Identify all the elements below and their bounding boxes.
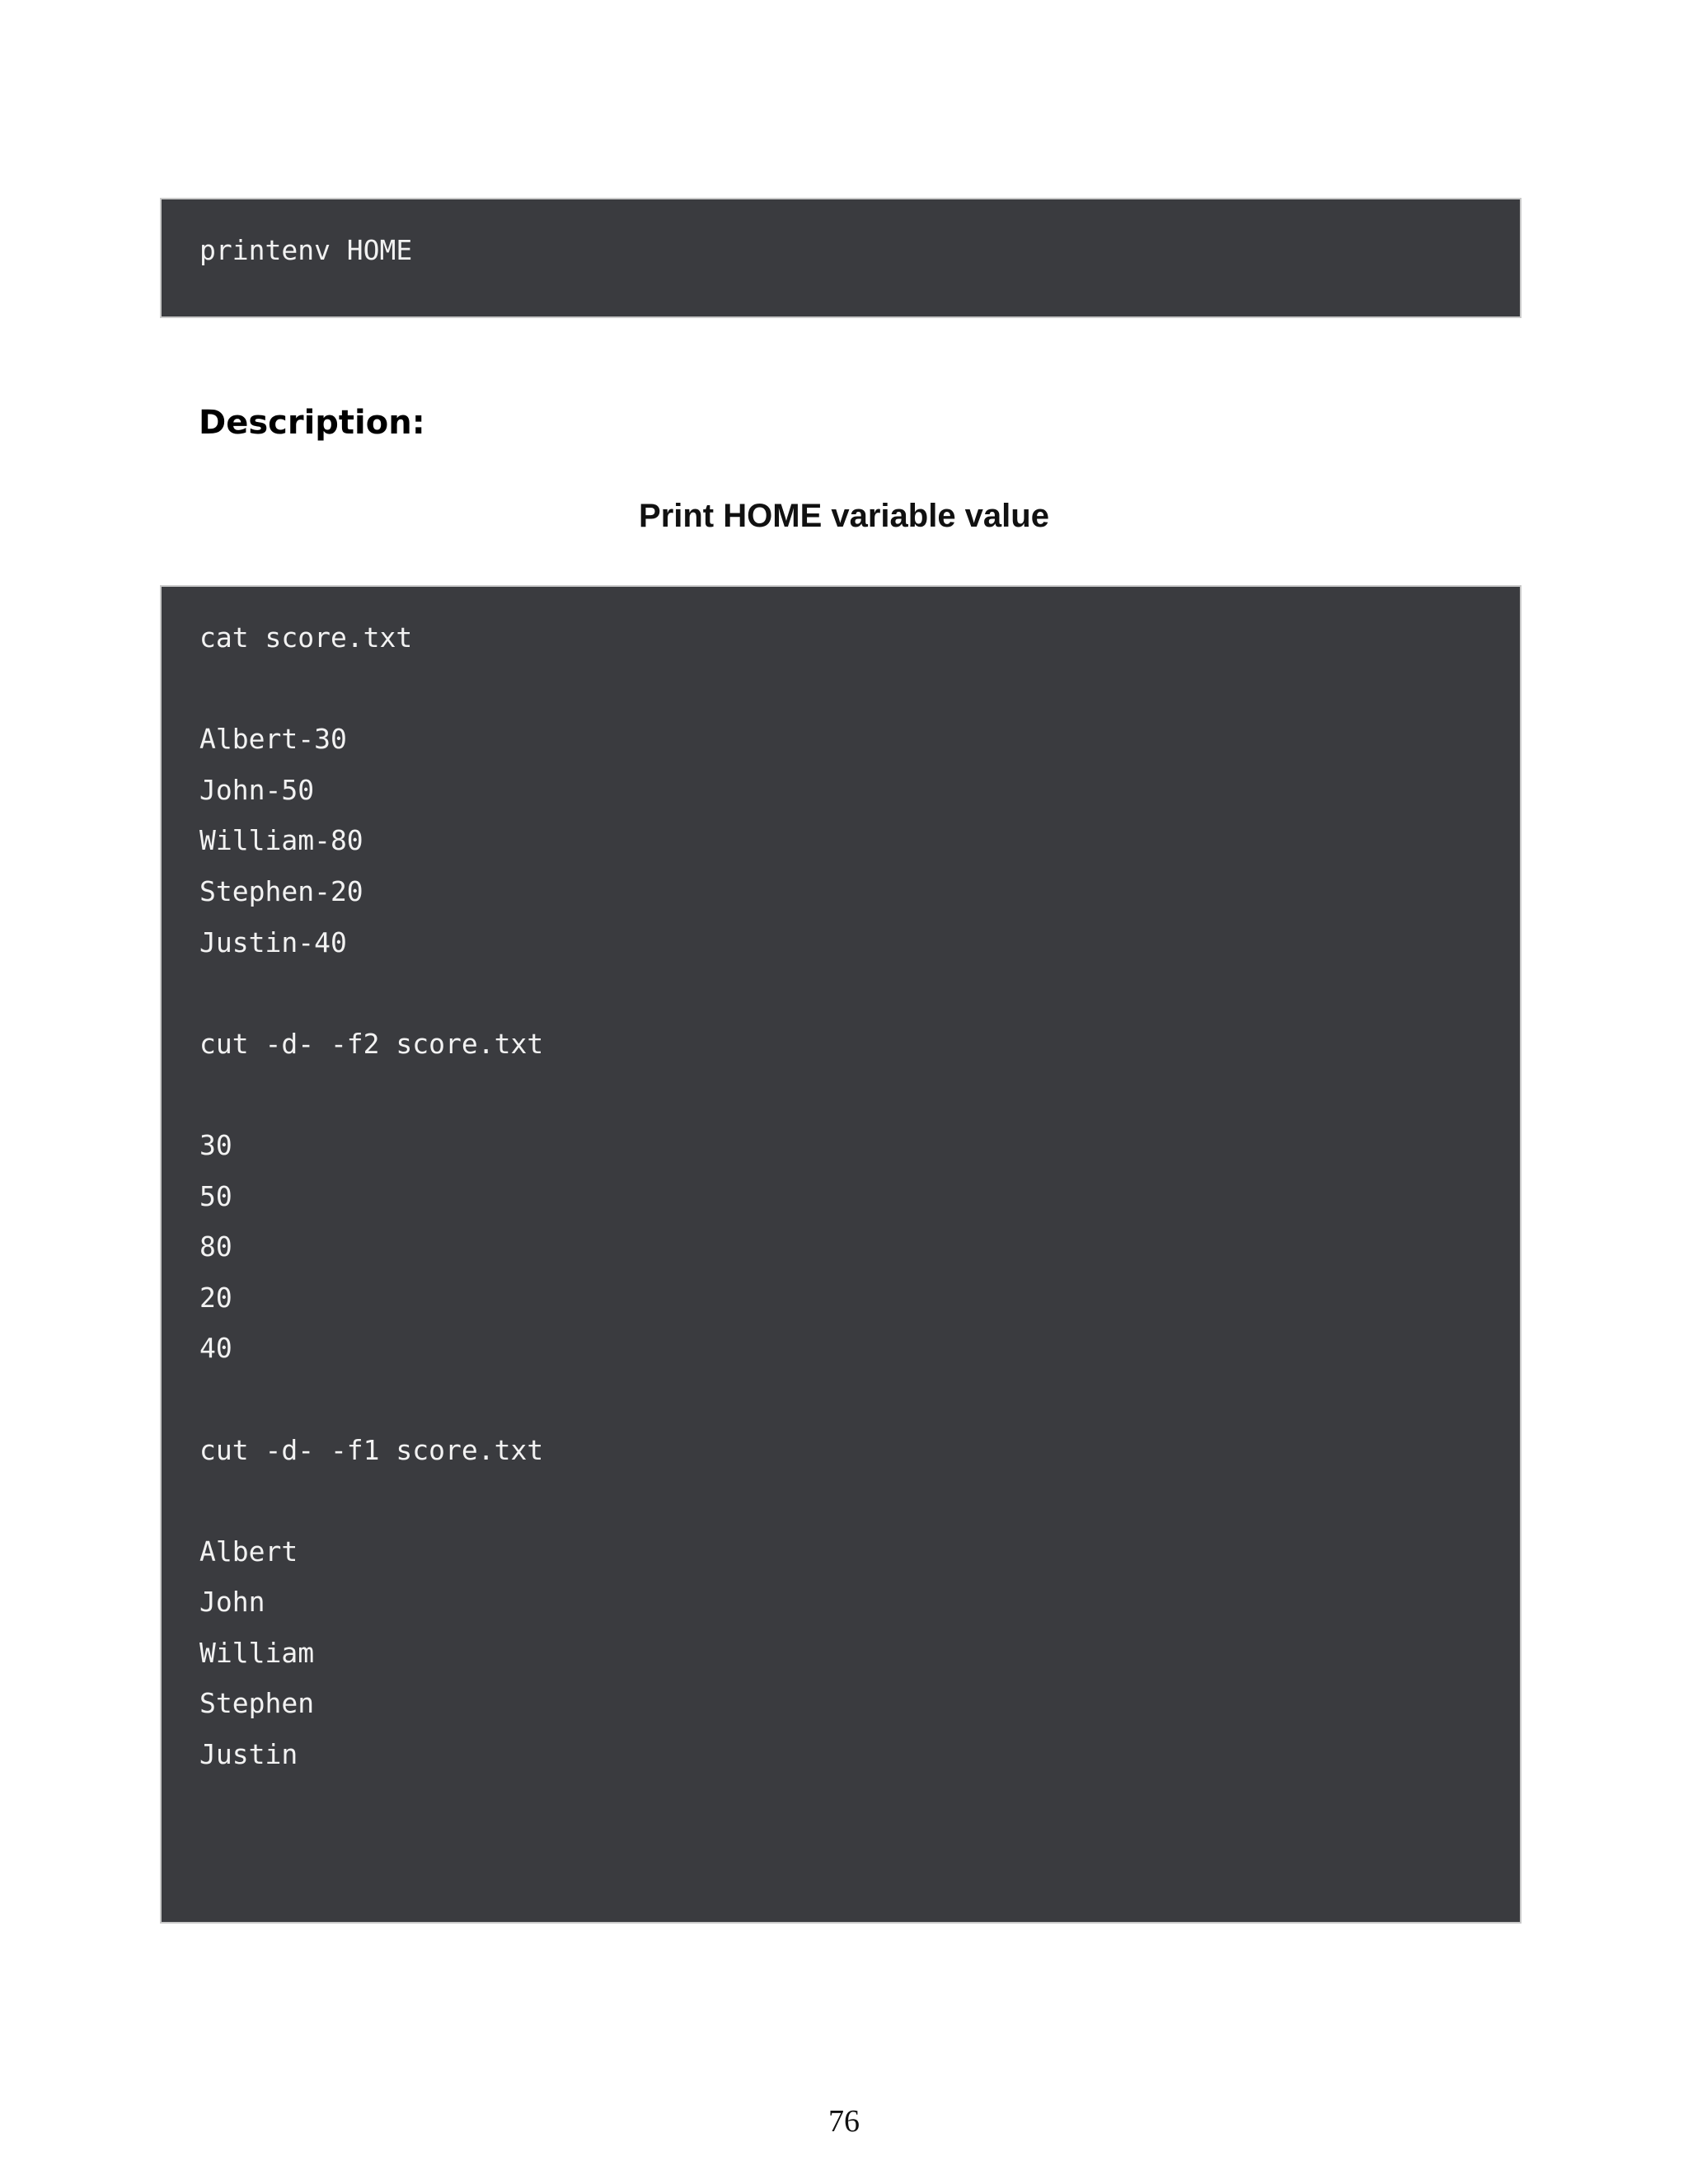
code-line: Albert-30 — [199, 723, 347, 756]
description-text: Print HOME variable value — [639, 498, 1049, 534]
example-code-block — [160, 585, 1522, 1924]
command-code-block — [160, 198, 1522, 318]
code-line: Stephen-20 — [199, 874, 363, 907]
code-line: 40 — [199, 1332, 232, 1365]
page-number: 76 — [828, 2104, 860, 2139]
code-line — [199, 1484, 1520, 1535]
code-line: cut -d- -f2 score.txt — [199, 1027, 544, 1060]
code-line: Justin-40 — [199, 926, 347, 958]
code-line: 80 — [199, 1230, 232, 1263]
description-heading: Description: — [199, 404, 425, 442]
code-line: 20 — [199, 1281, 232, 1314]
code-line: Stephen — [199, 1687, 315, 1720]
code-line: William — [199, 1636, 315, 1669]
code-line: 30 — [199, 1128, 232, 1161]
code-line — [199, 673, 1520, 724]
code-line — [199, 977, 1520, 1028]
code-line — [199, 1383, 1520, 1434]
code-line: Justin — [199, 1738, 298, 1771]
code-line: William-80 — [199, 824, 363, 857]
code-line: cut -d- -f1 score.txt — [199, 1433, 544, 1466]
code-line: John — [199, 1586, 265, 1619]
code-line — [199, 1078, 1520, 1129]
code-line: John-50 — [199, 773, 315, 806]
code-line: printenv HOME — [199, 234, 413, 266]
code-line: 50 — [199, 1179, 232, 1212]
code-line: cat score.txt — [199, 621, 413, 654]
code-line: Albert — [199, 1535, 298, 1568]
